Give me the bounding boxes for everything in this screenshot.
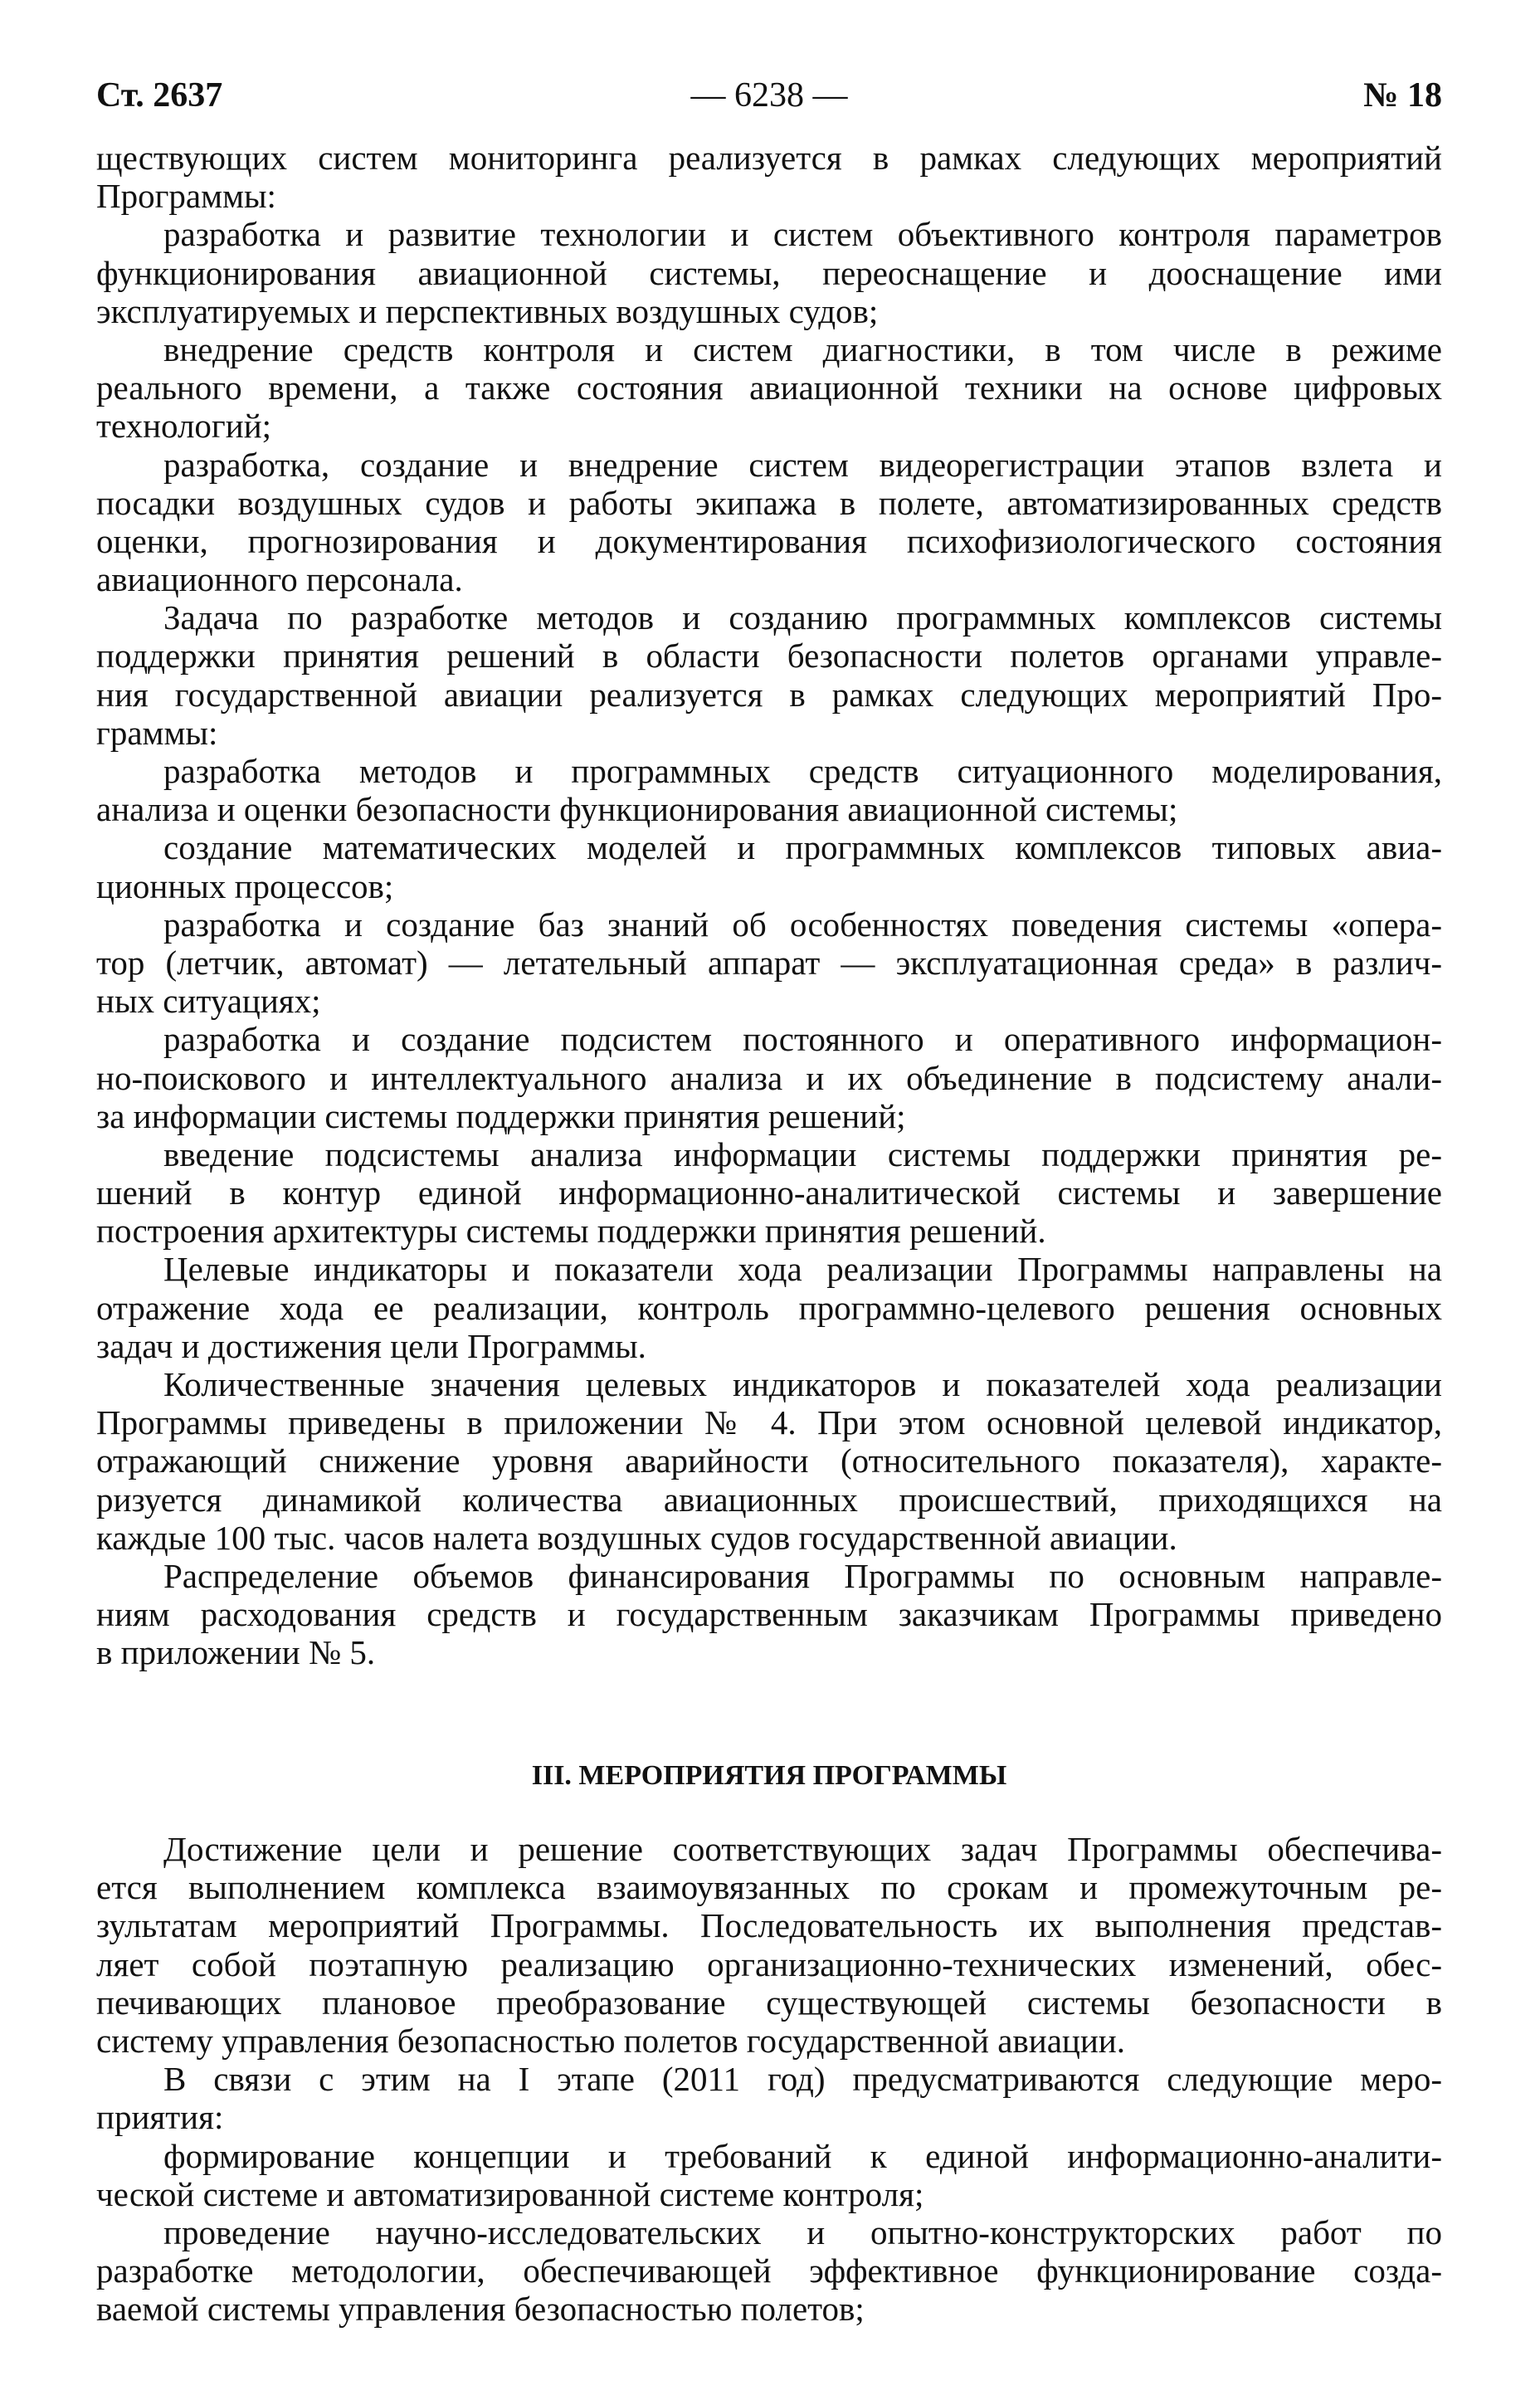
body-text-block-2 bbox=[96, 1830, 1442, 2328]
paragraph bbox=[96, 752, 1442, 828]
text-line: ризуется динамикой количества авиационных происшествий, приходящихся на bbox=[96, 1480, 1442, 1519]
paragraph bbox=[96, 1830, 1442, 2060]
page-header bbox=[96, 75, 1442, 116]
page-number: — 6238 — bbox=[690, 76, 848, 115]
text-line: Целевые индикаторы и показатели хода реализации Программы направлены на bbox=[163, 1250, 1442, 1289]
text-line: ществующих систем мониторинга реализуется в рамках следующих мероприятий bbox=[96, 139, 1442, 177]
text-line: ных ситуациях; bbox=[96, 982, 321, 1021]
text-line: Программы: bbox=[96, 177, 276, 216]
paragraph bbox=[96, 446, 1442, 599]
text-line: разработка, создание и внедрение систем видеорегистрации этапов взлета и bbox=[163, 445, 1442, 484]
text-line: разработка и развитие технологии и систем объективного контроля параметров bbox=[163, 215, 1442, 254]
text-line: проведение научно-исследовательских и опытно-конструкторских работ по bbox=[163, 2212, 1442, 2251]
text-line: введение подсистемы анализа информации системы поддержки принятия ре- bbox=[163, 1134, 1442, 1173]
text-line: задач и достижения цели Программы. bbox=[96, 1326, 646, 1365]
paragraph bbox=[96, 330, 1442, 446]
text-line: построения архитектуры системы поддержки принятия решений. bbox=[96, 1212, 1046, 1251]
paragraph bbox=[96, 1365, 1442, 1557]
paragraph bbox=[96, 598, 1442, 752]
text-line: ниям расходования средств и государственным заказчикам Программы приведено bbox=[96, 1595, 1442, 1634]
text-line: эксплуатируемых и перспективных воздушных судов; bbox=[96, 291, 879, 330]
text-line: поддержки принятия решений в области безопасности полетов органами управле- bbox=[96, 637, 1442, 676]
text-line: граммы: bbox=[96, 713, 218, 752]
text-line: Достижение цели и решение соответствующих задач Программы обеспечива- bbox=[163, 1830, 1442, 1868]
text-line: в приложении № 5. bbox=[96, 1633, 376, 1672]
text-line: реального времени, а также состояния авиационной техники на основе цифровых bbox=[96, 368, 1442, 407]
text-line: ческой системе и автоматизированной системе контроля; bbox=[96, 2174, 924, 2213]
text-line: формирование концепции и требований к единой информационно-аналити- bbox=[163, 2136, 1442, 2175]
text-line: анализа и оценки безопасности функционирования авиационной системы; bbox=[96, 790, 1178, 829]
paragraph bbox=[96, 2213, 1442, 2329]
text-line: ется выполнением комплекса взаимоувязанных по срокам и промежуточным ре- bbox=[96, 1868, 1442, 1907]
text-line: но-поискового и интеллектуального анализа и их объединение в подсистему анали- bbox=[96, 1058, 1442, 1097]
text-line: тор (летчик, автомат) — летательный аппарат — эксплуатационная среда» в различ- bbox=[96, 943, 1442, 982]
text-line: Программы приведены в приложении № 4. При этом основной целевой индикатор, bbox=[96, 1403, 1442, 1442]
text-line: Распределение объемов финансирования Программы по основным направле- bbox=[163, 1556, 1442, 1595]
text-line: отражающий снижение уровня аварийности (относительного показателя), характе- bbox=[96, 1441, 1442, 1480]
text-line: ваемой системы управления безопасностью полетов; bbox=[96, 2290, 865, 2329]
text-line: оценки, прогнозирования и документирования психофизиологического состояния bbox=[96, 521, 1442, 560]
paragraph bbox=[96, 139, 1442, 215]
text-line: посадки воздушных судов и работы экипажа в полете, автоматизированных средств bbox=[96, 483, 1442, 522]
text-line: приятия: bbox=[96, 2098, 224, 2137]
paragraph bbox=[96, 1135, 1442, 1251]
text-line: зультатам мероприятий Программы. Последовательность их выполнения представ- bbox=[96, 1906, 1442, 1945]
body-text-block-1 bbox=[96, 139, 1442, 1672]
issue-number: № 18 bbox=[1363, 76, 1442, 115]
text-line: Задача по разработке методов и созданию программных комплексов системы bbox=[163, 598, 1442, 637]
text-line: печивающих плановое преобразование существующей системы безопасности в bbox=[96, 1983, 1442, 2022]
text-line: функционирования авиационной системы, переоснащение и дооснащение ими bbox=[96, 253, 1442, 292]
text-line: каждые 100 тыс. часов налета воздушных судов государственной авиации. bbox=[96, 1518, 1177, 1557]
text-line: ционных процессов; bbox=[96, 866, 394, 905]
paragraph bbox=[96, 2137, 1442, 2213]
text-line: создание математических моделей и программных комплексов типовых авиа- bbox=[163, 828, 1442, 867]
text-line: ляет собой поэтапную реализацию организационно-технических изменений, обес- bbox=[96, 1944, 1442, 1983]
text-line: ния государственной авиации реализуется в рамках следующих мероприятий Про- bbox=[96, 675, 1442, 714]
paragraph bbox=[96, 905, 1442, 1021]
paragraph bbox=[96, 1250, 1442, 1365]
paragraph bbox=[96, 215, 1442, 330]
text-line: Количественные значения целевых индикаторов и показателей хода реализации bbox=[163, 1365, 1442, 1403]
article-number: Ст. 2637 bbox=[96, 76, 223, 115]
text-line: шений в контур единой информационно-аналитической системы и завершение bbox=[96, 1173, 1442, 1212]
text-line: разработка и создание баз знаний об особенностях поведения системы «опера- bbox=[163, 905, 1442, 944]
text-line: разработка и создание подсистем постоянного и оперативного информацион- bbox=[163, 1020, 1442, 1059]
paragraph bbox=[96, 2060, 1442, 2136]
text-line: В связи с этим на I этапе (2011 год) предусматриваются следующие меро- bbox=[163, 2060, 1442, 2099]
text-line: разработке методологии, обеспечивающей эффективное функционирование созда- bbox=[96, 2251, 1442, 2290]
paragraph bbox=[96, 1020, 1442, 1135]
paragraph bbox=[96, 828, 1442, 905]
section-heading: III. МЕРОПРИЯТИЯ ПРОГРАММЫ bbox=[531, 1760, 1007, 1791]
text-line: авиационного персонала. bbox=[96, 560, 463, 599]
text-line: за информации системы поддержки принятия решений; bbox=[96, 1096, 906, 1135]
text-line: систему управления безопасностью полетов государственной авиации. bbox=[96, 2021, 1125, 2060]
text-line: разработка методов и программных средств ситуационного моделирования, bbox=[163, 752, 1442, 790]
text-line: отражение хода ее реализации, контроль программно-целевого решения основных bbox=[96, 1288, 1442, 1327]
paragraph bbox=[96, 1557, 1442, 1672]
text-line: технологий; bbox=[96, 407, 272, 446]
text-line: внедрение средств контроля и систем диагностики, в том числе в режиме bbox=[163, 329, 1442, 368]
